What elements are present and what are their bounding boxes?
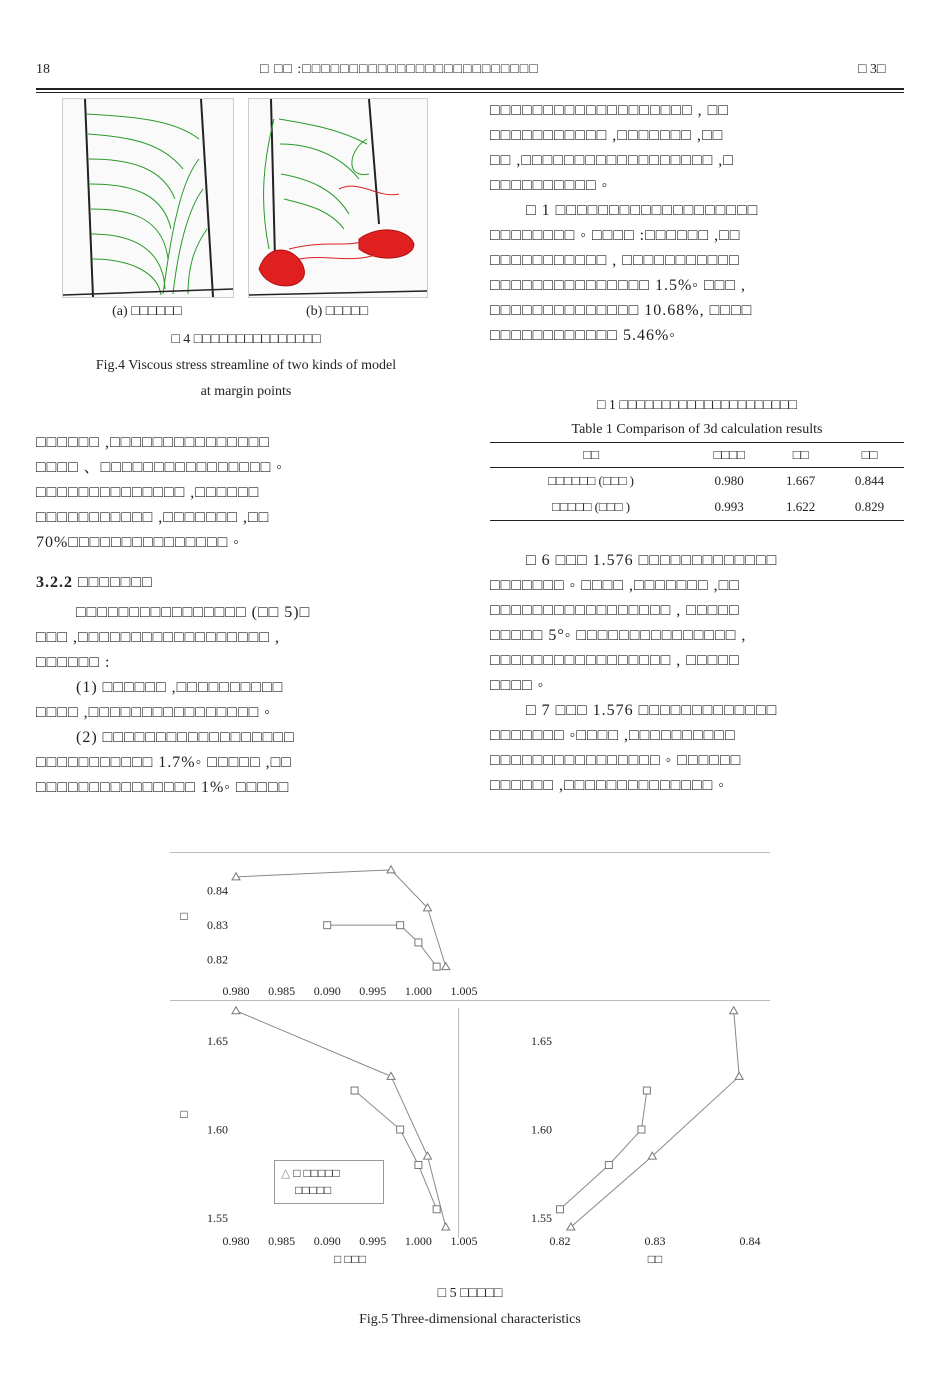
text-line: □□□□□□□□□□□ , □□□□□□□□□□□ [490, 252, 740, 269]
table1-caption-cn: □ 1 □□□□□□□□□□□□□□□□□□□□□ [596, 398, 798, 413]
y-tick-label: 1.55 [207, 1211, 228, 1226]
y-tick-label: 1.60 [207, 1122, 228, 1137]
data-point-square [643, 1087, 650, 1094]
data-point-triangle [730, 1007, 738, 1014]
section-heading: 3.2.2 □□□□□□□ [36, 574, 153, 591]
text-line: (1) □□□□□□ ,□□□□□□□□□□ [76, 679, 284, 696]
journal-title: □ □□ :□□□□□□□□□□□□□□□□□□□□□□□□□ [260, 62, 539, 77]
table-header-row [490, 443, 904, 468]
data-point-triangle [442, 963, 450, 970]
x-axis-label: □ □□□ [334, 1252, 366, 1266]
issue-number: □ 3□ [858, 62, 886, 77]
data-point-square [433, 963, 440, 970]
figure4-caption-en-1: Fig.4 Viscous stress streamline of two kinds of model [95, 358, 397, 373]
series-line [236, 870, 446, 967]
x-tick-label: 0.985 [268, 1234, 296, 1248]
text-line: □□□□□□□□ ◦ □□□□ :□□□□□□ ,□□ [490, 227, 741, 244]
table-cell: 0.829 [835, 494, 904, 521]
text-line: □□□□□□□□□□□ ,□□□□□□□ ,□□ [490, 127, 724, 144]
text-line: (2) □□□□□□□□□□□□□□□□□□ [76, 729, 295, 746]
text-line: □□□□□□□□□□□□□□□□□ , □□□□□ [490, 602, 740, 619]
x-tick-label: 0.83 [644, 1234, 666, 1248]
x-tick-label: 1.005 [450, 984, 478, 998]
text-line: □□□□□□ ,□□□□□□□□□□□□□□□ [36, 434, 270, 451]
text-line: □□□□□□□□□□□□□□□□□□□ , □□ [490, 102, 729, 119]
table-header: □□ [835, 443, 904, 468]
y-tick-label: 1.60 [531, 1122, 552, 1137]
legend-label: □ □□□□□ [293, 1166, 340, 1180]
data-point-square [351, 1087, 358, 1094]
table-cell: □□□□□ (□□□ ) [490, 494, 692, 521]
text-line: □□□□□□ ,□□□□□□□□□□□□□□ ◦ [490, 777, 725, 794]
figure5-caption-en: Fig.5 Three-dimensional characteristics [359, 1312, 581, 1327]
x-tick-label: 0.985 [268, 984, 296, 998]
text-line: □□□□□□□□□□□□□□□□ (□□ 5)□ [76, 604, 311, 621]
text-line: □□□□□□□□□□□□□□□ 1.5%◦ □□□ , [490, 277, 746, 294]
x-tick-label: 0.995 [359, 984, 387, 998]
data-point-square [324, 922, 331, 929]
x-tick-label: 0.090 [313, 984, 341, 998]
figure4b-label: (b) □□□□□ [305, 304, 369, 319]
x-tick-label: 0.980 [222, 1234, 250, 1248]
series-line [571, 1011, 739, 1227]
table-header: □□ [490, 443, 692, 468]
data-point-square [415, 1161, 422, 1168]
text-line: □□□□ 、□□□□□□□□□□□□□□□□ ◦ [36, 459, 283, 476]
right-column-body-1 [490, 98, 904, 348]
text-line: □□□□□□□ ◦□□□□ ,□□□□□□□□□□ [490, 727, 736, 744]
figure4-caption-cn: □ 4 □□□□□□□□□□□□□□□ [171, 332, 321, 347]
legend-label: □□□□□ [295, 1183, 332, 1197]
text-line: □□□□□□□ ◦ □□□□ ,□□□□□□□ ,□□ [490, 577, 740, 594]
data-point-triangle [387, 866, 395, 873]
table-header: □□□□ [692, 443, 766, 468]
series-line [560, 1091, 647, 1210]
y-tick-label: 1.65 [207, 1033, 228, 1048]
chart-pressure-vs-efficiency [500, 1003, 770, 1273]
data-point-triangle [232, 1007, 240, 1014]
data-point-triangle [387, 1072, 395, 1079]
table-cell: 0.844 [854, 473, 885, 488]
y-tick-label: 1.65 [531, 1033, 552, 1048]
y-axis-label: □ [180, 1107, 188, 1121]
triangle-marker-icon: △ [281, 1166, 291, 1180]
y-tick-label: 0.83 [207, 918, 228, 933]
x-tick-label: 0.82 [549, 1234, 571, 1248]
table-cell: 0.993 [692, 494, 766, 521]
y-tick-label: 0.82 [207, 952, 228, 967]
y-tick-label: 0.84 [207, 883, 228, 898]
text-line: □ 7 □□□ 1.576 □□□□□□□□□□□□□ [526, 702, 778, 719]
table-cell: 0.980 [714, 473, 744, 488]
data-point-square [605, 1161, 612, 1168]
figure5-frame-mid [170, 1000, 770, 1001]
chart-legend [274, 1160, 384, 1204]
text-line: □□□ ,□□□□□□□□□□□□□□□□□□ , [36, 629, 280, 646]
table-cell: □□□□□□ (□□□ ) [548, 473, 634, 488]
text-line: □□□□□□□□□□□□□□□□□ , □□□□□ [490, 652, 740, 669]
legend-entry-1 [281, 1165, 377, 1182]
data-point-triangle [735, 1072, 743, 1079]
x-axis-label: □□ [647, 1252, 663, 1266]
data-point-square [557, 1206, 564, 1213]
text-line: □□□□□□□□□□ ◦ [490, 177, 609, 194]
table-header: □□ [766, 443, 835, 468]
text-line: □□ ,□□□□□□□□□□□□□□□□□□ ,□ [490, 152, 734, 169]
x-tick-label: 0.995 [359, 1234, 387, 1248]
header-rule-thin [36, 92, 904, 93]
left-column-body-2 [36, 600, 460, 800]
table-cell: 1.667 [786, 473, 816, 488]
figure4b-image [248, 98, 428, 298]
results-table [490, 442, 904, 521]
x-tick-label: 1.000 [404, 984, 432, 998]
chart-pressure-vs-flow [170, 1003, 478, 1266]
data-point-square [638, 1126, 645, 1133]
data-point-triangle [442, 1223, 450, 1230]
data-point-square [415, 939, 422, 946]
text-line: □ 6 □□□ 1.576 □□□□□□□□□□□□□ [526, 552, 778, 569]
text-line: □□□□□□□□□□□□ 5.46%◦ [490, 327, 676, 344]
text-line: □□□□ ,□□□□□□□□□□□□□□□□ ◦ [36, 704, 271, 721]
chart-efficiency-vs-flow [170, 855, 478, 1000]
text-line: □□□□□□□□□□□□□□□ 1%◦ □□□□□ [36, 779, 290, 796]
figure5-frame-top [170, 852, 770, 853]
table-row [490, 468, 904, 495]
text-line: □□□□□ 5°◦ □□□□□□□□□□□□□□□ , [490, 627, 747, 644]
legend-entry-2 [281, 1182, 377, 1199]
header-rule [36, 88, 904, 90]
x-tick-label: 0.980 [222, 984, 250, 998]
figure4a-label: (a) □□□□□□ [112, 304, 182, 319]
text-line: □□□□□□□□□□□□□□□□ ◦ □□□□□□ [490, 752, 742, 769]
x-tick-label: 1.005 [450, 1234, 478, 1248]
x-tick-label: 0.84 [739, 1234, 761, 1248]
right-column-body-2 [490, 548, 904, 798]
table-cell: 1.622 [766, 494, 835, 521]
text-line: 70%□□□□□□□□□□□□□□□ ◦ [36, 534, 240, 551]
figure5-caption-cn: □ 5 □□□□□ [437, 1286, 503, 1301]
data-point-square [433, 1206, 440, 1213]
data-point-square [397, 922, 404, 929]
data-point-square [397, 1126, 404, 1133]
y-tick-label: 1.55 [531, 1211, 552, 1226]
page-number: 18 [36, 62, 50, 77]
text-line: □□□□□□ : [36, 654, 111, 671]
text-line: □□□□□□□□□□□□□□ ,□□□□□□ [36, 484, 260, 501]
figure4a-image [62, 98, 234, 298]
table1-caption-en: Table 1 Comparison of 3d calculation results [571, 422, 823, 437]
y-axis-label: □ [180, 909, 188, 923]
x-tick-label: 0.090 [313, 1234, 341, 1248]
text-line: □□□□□□□□□□□ ,□□□□□□□ ,□□ [36, 509, 270, 526]
left-column-body-1 [36, 430, 460, 555]
text-line: □□□□□□□□□□□ 1.7%◦ □□□□□ ,□□ [36, 754, 292, 771]
text-line: □□□□ ◦ [490, 677, 545, 694]
x-tick-label: 1.000 [404, 1234, 432, 1248]
data-point-triangle [424, 1152, 432, 1159]
table-row [490, 494, 904, 521]
text-line: □□□□□□□□□□□□□□ 10.68%, □□□□ [490, 302, 753, 319]
figure4-caption-en-2: at margin points [200, 384, 292, 399]
text-line: □ 1 □□□□□□□□□□□□□□□□□□□ [526, 202, 759, 219]
